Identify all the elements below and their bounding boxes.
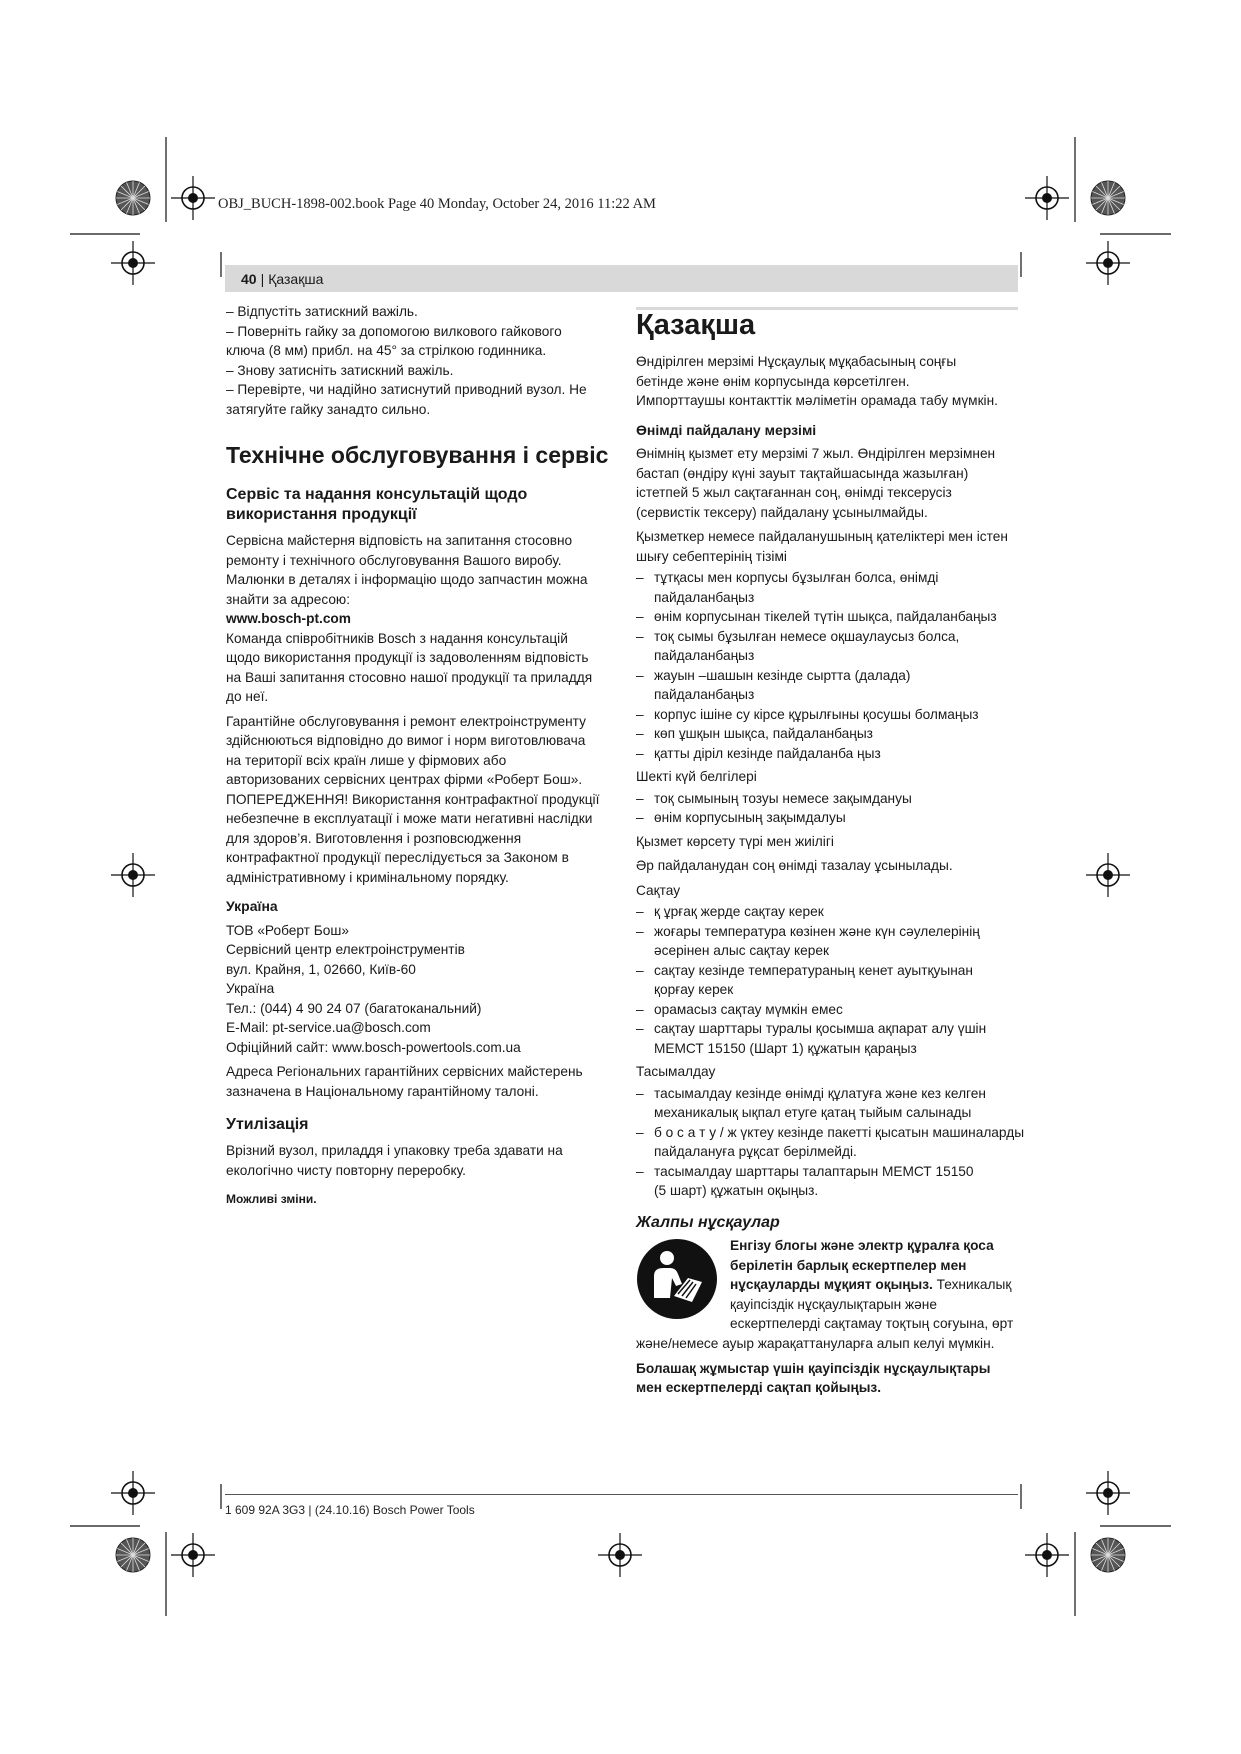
intro-text: [636, 352, 1026, 411]
list-item-text: қатты діріл кезінде пайдаланба ңыз: [654, 745, 881, 761]
service-type: Қызмет көрсету түрі мен жиілігі: [636, 833, 834, 849]
list-item: [636, 744, 1026, 764]
text-line: ТОВ «Роберт Бош»: [226, 922, 349, 938]
list-item-text: корпус ішіне су кірсе құрылғыны қосушы болмаңыз: [654, 706, 979, 722]
errors-list: [636, 568, 1026, 763]
left-column: [226, 302, 616, 1215]
text-line: небезпечне в експлуатації і може мати негативні наслідки: [226, 811, 593, 826]
list-item-text: пайдалануға рұқсат берілмейді.: [654, 1144, 857, 1159]
list-item: [636, 1019, 1026, 1058]
list-item-text: тұтқасы мен корпусы бұзылған болса, өнімді: [654, 570, 939, 585]
list-item-text: тоқ сымы бұзылған немесе оқшаулаусыз болса,: [654, 628, 960, 644]
list-item-text: көп ұшқын шықса, пайдаланбаңыз: [654, 726, 873, 741]
text-line: ремонту і технічного обслуговування Вашого виробу.: [226, 552, 562, 568]
text-line: вул. Крайня, 1, 02660, Київ-60: [226, 961, 416, 977]
text-line: екологічно чисту повторну переробку.: [226, 1162, 466, 1178]
text-line: на Ваші запитання стосовно нашої продукції та приладдя: [226, 669, 593, 685]
disposal-text: [226, 1141, 616, 1180]
text-line: Адреса Регіональних гарантійних сервісних майстерень: [226, 1064, 583, 1079]
dash-marker: –: [636, 1085, 644, 1101]
text-line: контрафактної продукції переслідується за Законом в: [226, 850, 569, 865]
text-line: мен ескертпелерді сақтап қойыңыз.: [636, 1380, 882, 1395]
list-item-text: тоқ сымының тозуы немесе зақымдануы: [654, 790, 912, 806]
dash-marker: –: [636, 667, 644, 683]
regional-text: [226, 1062, 616, 1101]
dash-marker: –: [636, 923, 644, 939]
warning-text-end: және/немесе ауыр жарақаттануларға алып келуі мүмкін.: [636, 1336, 995, 1351]
text-line: Україна: [226, 981, 275, 996]
list-item-text: тасымалдау кезінде өнімді құлатуға және кез келген: [654, 1085, 986, 1101]
dash-marker: –: [636, 706, 644, 722]
text-line: знайти за адресою:: [226, 591, 351, 607]
text-line: Сервісна майстерня відповість на запитання стосовно: [226, 533, 573, 548]
warn-tail: Техникалық: [932, 1277, 1012, 1292]
service-heading-line: Сервіс та надання консультацій щодо: [226, 486, 528, 503]
step-line: ключа (8 мм) прибл. на 45° за стрілкою годинника.: [226, 343, 547, 358]
header-section: Қазақша: [268, 270, 324, 287]
text-line: на території всіх країн лише у фірмових або: [226, 752, 507, 768]
page-footer: 1 609 92A 3G3 | (24.10.16) Bosch Power Tools: [225, 1503, 475, 1517]
clean-text: Әр пайдаланудан соң өнімді тазалау ұсынылады.: [636, 858, 953, 873]
list-item: [636, 1084, 1026, 1123]
dash-marker: –: [636, 810, 644, 825]
dash-marker: –: [636, 790, 644, 806]
list-item-text: МЕМСТ 15150 (Шарт 1) құжатын қараңыз: [654, 1040, 917, 1056]
right-column: [636, 302, 1026, 1403]
limit-heading: Шекті күй белгілері: [636, 769, 757, 784]
warn-bold-line: Енгізу блогы және электр құралға қоса: [730, 1238, 994, 1253]
dash-marker: –: [636, 570, 644, 585]
address-block: [226, 921, 616, 1058]
list-item: [636, 705, 1026, 725]
page-number: 40: [241, 270, 257, 287]
read-manual-icon: [636, 1238, 718, 1320]
language-title: Қазақша: [636, 309, 756, 341]
warning-text: [730, 1236, 1026, 1334]
text-line: бетінде және өнім корпусында көрсетілген.: [636, 373, 910, 389]
text-line: адміністративному і кримінальному порядку.: [226, 869, 509, 885]
text-line: Гарантійне обслуговування і ремонт електроінструменту: [226, 713, 586, 729]
list-item: [636, 627, 1026, 666]
list-item-text: сақтау шарттары туралы қосымша ақпарат алу үшін: [654, 1021, 987, 1036]
warn-bold-line: берілетін барлық ескертпелер мен: [730, 1257, 967, 1273]
warranty-text: [226, 712, 616, 888]
text-line: Импорттаушы контакттік мәліметін орамада табу мүмкін.: [636, 393, 998, 408]
list-item: [636, 902, 1026, 922]
list-item-text: өнім корпусының зақымдалуы: [654, 810, 846, 825]
list-item-text: қ ұрғақ жерде сақтау керек: [654, 904, 824, 919]
text-line: щодо використання продукції із задоволенням відповість: [226, 650, 589, 665]
service-heading-line: використання продукції: [226, 506, 417, 523]
list-item: [636, 789, 1026, 809]
dash-marker: –: [636, 1021, 644, 1036]
text-line: Өнімнің қызмет ету мерзімі 7 жыл. Өндірілген мерзімнен: [636, 446, 996, 461]
text-line: зазначена в Національному гарантійному талоні.: [226, 1083, 539, 1099]
text-line: Команда співробітників Bosch з надання консультацій: [226, 630, 568, 646]
step-line: – Поверніть гайку за допомогою вилкового гайкового: [226, 323, 562, 339]
text-line: Тел.: (044) 4 90 24 07 (багатоканальний): [226, 1000, 482, 1016]
service-url[interactable]: www.bosch-pt.com: [226, 611, 351, 626]
text-line: Врізний вузол, приладдя і упаковку треба здавати на: [226, 1143, 563, 1158]
book-meta-line: OBJ_BUCH-1898-002.book Page 40 Monday, October 24, 2016 11:22 AM: [218, 196, 656, 212]
step-line: – Знову затисніть затискний важіль.: [226, 362, 454, 378]
list-item-text: қорғау керек: [654, 982, 734, 997]
storage-list: [636, 902, 1026, 1058]
list-item-text: пайдаланбаңыз: [654, 687, 755, 702]
text-line: шығу себептерінің тізімі: [636, 548, 787, 564]
list-item-text: сақтау кезінде температураның кенет ауытқуынан: [654, 962, 973, 978]
text-line: Өндірілген мерзімі Нұсқаулық мұқабасының соңғы: [636, 354, 957, 369]
step-line: – Відпустіть затискний важіль.: [226, 304, 418, 319]
usage-text: [636, 444, 1026, 522]
text-line: Болашақ жұмыстар үшін қауіпсіздік нұсқаулықтары: [636, 1360, 991, 1376]
storage-heading: Сақтау: [636, 882, 681, 898]
text-line: ескертпелерді сақтамау тоқтың соғуына, өрт: [730, 1316, 1014, 1331]
warning-block: [636, 1236, 1026, 1336]
list-item: [636, 1162, 1026, 1201]
country-heading: Україна: [226, 898, 278, 914]
maintenance-heading: Технічне обслуговування і сервіс: [226, 442, 609, 468]
dash-marker: –: [636, 628, 644, 644]
transport-heading: Тасымалдау: [636, 1064, 716, 1079]
page-header-bar: [225, 265, 1018, 292]
keep-text: [636, 1359, 1026, 1398]
steps-list: [226, 302, 616, 419]
list-item: [636, 666, 1026, 705]
dash-marker: –: [636, 609, 644, 624]
list-item-text: механикалық ықпал етуге қатаң тыйым салынады: [654, 1105, 972, 1120]
text-line: Сервісний центр електроінструментів: [226, 942, 465, 957]
list-item-text: жауын –шашын кезінде сыртта (далада): [654, 667, 911, 683]
warn-bold-line: нұсқауларды мұқият оқыңыз.: [730, 1277, 933, 1292]
footer-rule: [225, 1494, 1018, 1495]
list-item: [636, 961, 1026, 1000]
transport-list: [636, 1084, 1026, 1201]
dash-marker: –: [636, 726, 644, 741]
dash-marker: –: [636, 904, 644, 919]
list-item: [636, 1000, 1026, 1020]
text-line: Офіційний сайт: www.bosch-powertools.com.ua: [226, 1039, 521, 1055]
list-item-text: (5 шарт) құжатын оқыңыз.: [654, 1183, 819, 1198]
general-heading: Жалпы нұсқаулар: [636, 1213, 780, 1231]
dash-marker: –: [636, 745, 644, 761]
header-separator: |: [260, 270, 265, 287]
dash-marker: –: [636, 1001, 644, 1017]
list-item-text: әсерінен алыс сақтау керек: [654, 943, 829, 958]
dash-marker: –: [636, 1124, 644, 1140]
step-line: – Перевірте, чи надійно затиснутий приводний вузол. Не: [226, 382, 587, 397]
errors-intro: [636, 527, 1026, 566]
text-line: для здоров’я. Виготовлення і розповсюдження: [226, 830, 522, 846]
list-item: [636, 568, 1026, 607]
text-line: істетпей 5 жыл сақтағаннан соң, өнімді тексерусіз: [636, 485, 952, 500]
text-line: Малюнки в деталях і інформацію щодо запчастин можна: [226, 572, 588, 587]
list-item-text: өнім корпусынан тікелей түтін шықса, пайдаланбаңыз: [654, 609, 997, 624]
list-item-text: орамасыз сақтау мүмкін емес: [654, 1001, 843, 1017]
dash-marker: –: [636, 1163, 644, 1179]
text-line: до неї.: [226, 689, 269, 704]
text-line: здійснюються відповідно до вимог і норм виготовлювача: [226, 733, 586, 748]
text-line: E-Mail: pt-service.ua@bosch.com: [226, 1020, 431, 1035]
list-item-text: жоғары температура көзінен және күн сәулелерінің: [654, 923, 980, 939]
text-line: бастап (өндіру күні зауыт тақтайшасында жазылған): [636, 465, 969, 481]
list-item: [636, 607, 1026, 627]
list-item-text: пайдаланбаңыз: [654, 589, 755, 605]
text-line: Қызметкер немесе пайдаланушының қателіктері мен істен: [636, 529, 1008, 544]
list-item: [636, 808, 1026, 828]
changes-note: Можливі зміни.: [226, 1192, 317, 1206]
service-text: [226, 531, 616, 609]
list-item: [636, 922, 1026, 961]
text-line: қауіпсіздік нұсқаулықтарын және: [730, 1296, 937, 1312]
dash-marker: –: [636, 962, 644, 978]
text-line: (сервистік тексеру) пайдалану ұсынылмайды.: [636, 504, 928, 520]
list-item: [636, 724, 1026, 744]
text-line: авторизованих сервісних центрах фірми «Роберт Бош».: [226, 772, 583, 787]
disposal-heading: Утилізація: [226, 1116, 309, 1133]
team-text: [226, 629, 616, 707]
limits-list: [636, 789, 1026, 828]
list-item-text: тасымалдау шарттары талаптарын МЕМСТ 15150: [654, 1163, 974, 1179]
step-line: затягуйте гайку занадто сильно.: [226, 401, 431, 417]
usage-heading: Өнімді пайдалану мерзімі: [636, 421, 817, 438]
list-item-text: б о с а т у / ж үктеу кезінде пакетті қысатын машиналарды: [654, 1124, 1025, 1140]
text-line: ПОПЕРЕДЖЕННЯ! Використання контрафактної продукції: [226, 791, 600, 807]
service-heading: [226, 485, 616, 525]
list-item: [636, 1123, 1026, 1162]
list-item-text: пайдаланбаңыз: [654, 648, 755, 663]
